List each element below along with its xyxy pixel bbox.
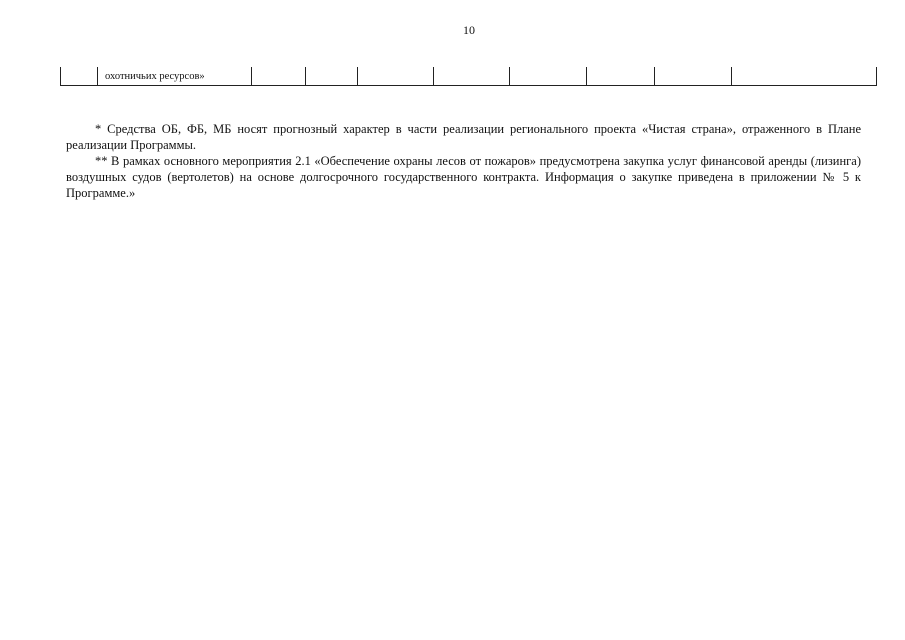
table-col-divider	[251, 67, 252, 85]
table-col-divider	[509, 67, 510, 85]
page-number: 10	[463, 23, 475, 37]
table-col-divider	[876, 67, 877, 85]
table-col-divider	[433, 67, 434, 85]
table-col-divider	[97, 67, 98, 85]
table-col-divider	[731, 67, 732, 85]
table-col-divider	[60, 67, 61, 85]
table-col-divider	[586, 67, 587, 85]
footnote-single-asterisk: * Средства ОБ, ФБ, МБ носят прогнозный характер в части реализации регионального проекта «Чистая страна», отраженного в Плане реализации Программы.	[66, 122, 861, 152]
table-cell-text: охотничьих ресурсов»	[105, 71, 205, 82]
table-fragment	[60, 67, 877, 86]
table-col-divider	[357, 67, 358, 85]
table-col-divider	[654, 67, 655, 85]
footnotes	[66, 121, 861, 201]
footnote-double-asterisk: ** В рамках основного мероприятия 2.1 «Обеспечение охраны лесов от пожаров» предусмотрена закупка услуг финансовой аренды (лизинга) воздушных судов (вертолетов) на основе долгосрочного государственного контракта. Информация о закупке приведена в приложении № 5 к Программе.»	[66, 154, 861, 200]
table-col-divider	[305, 67, 306, 85]
